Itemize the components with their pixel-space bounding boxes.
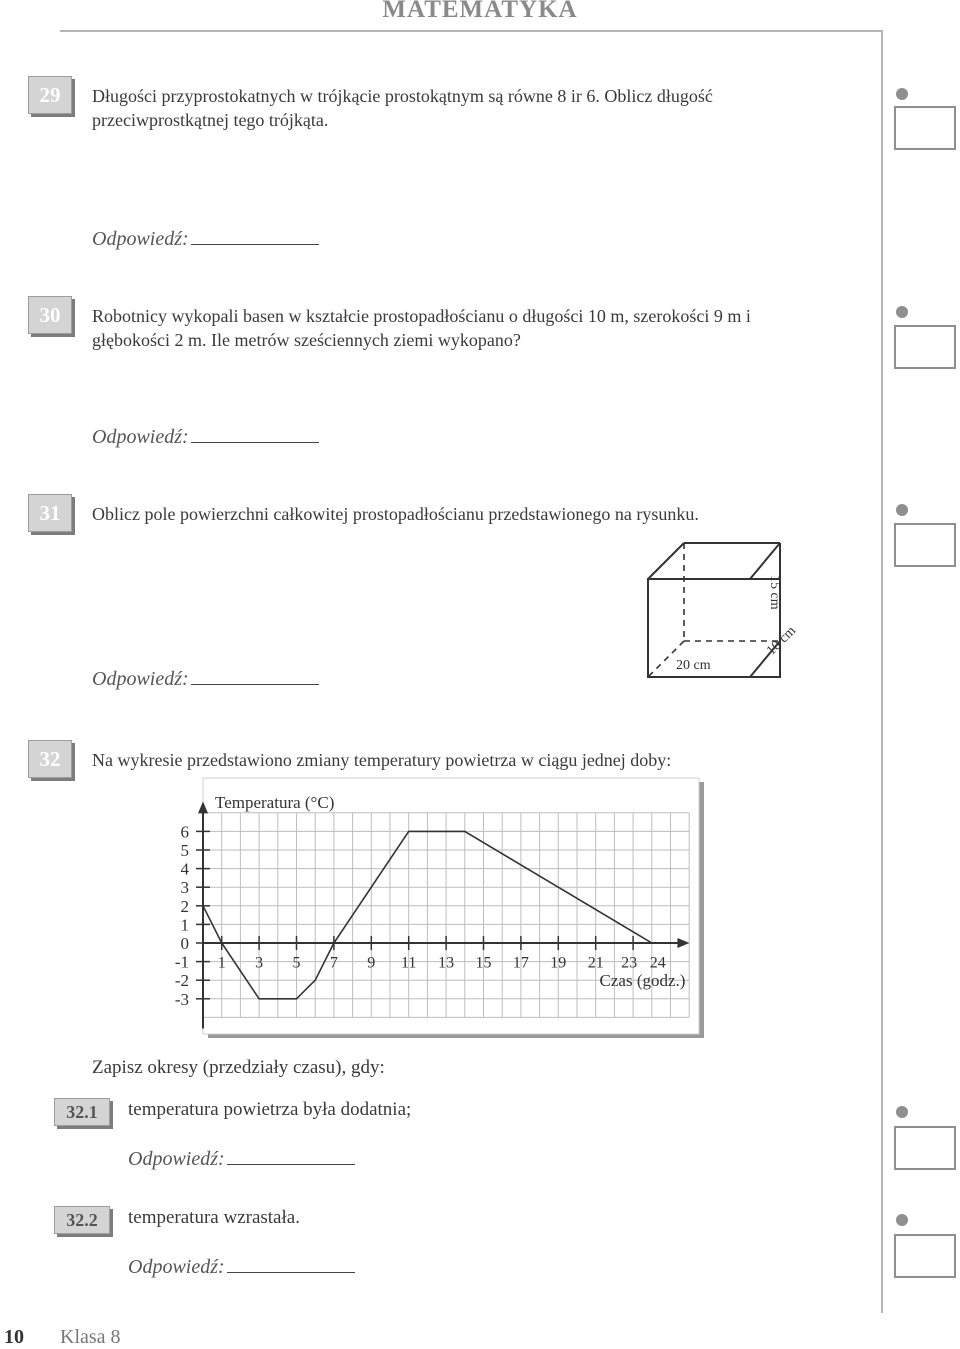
y-axis-title: Temperatura (°C)	[215, 793, 334, 812]
score-box-30[interactable]	[894, 325, 956, 369]
question-number-badge: 32	[28, 740, 72, 778]
question-32-text: Na wykresie przedstawiono zmiany temperatury powietrza w ciągu jednej doby:	[92, 748, 812, 772]
x-tick-label: 21	[588, 955, 604, 972]
x-tick-label: 13	[438, 955, 454, 972]
y-tick-label: 1	[181, 915, 190, 934]
subtask-number-badge: 32.2	[54, 1206, 110, 1234]
y-tick-label: -3	[175, 990, 189, 1009]
y-tick-label: 5	[181, 841, 190, 860]
score-dot-icon	[896, 1106, 908, 1118]
answer-label: Odpowiedź:	[92, 228, 189, 250]
cuboid-right-face	[630, 535, 810, 685]
x-tick-label: 15	[476, 955, 492, 972]
answer-line-32-2[interactable]	[128, 1254, 355, 1279]
temperature-chart-container	[166, 776, 706, 1040]
score-dot-icon	[896, 88, 908, 100]
score-box-32-1[interactable]	[894, 1126, 956, 1170]
answer-blank[interactable]	[191, 424, 319, 443]
question-number-badge: 31	[28, 494, 72, 532]
score-box-31[interactable]	[894, 523, 956, 567]
y-tick-label: 3	[181, 878, 190, 897]
answer-label: Odpowiedź:	[128, 1148, 225, 1170]
answer-label: Odpowiedź:	[92, 668, 189, 690]
question-number-badge: 30	[28, 296, 72, 334]
x-tick-label: 3	[255, 955, 263, 972]
x-axis-title: Czas (godz.)	[600, 971, 686, 990]
cuboid-depth-label: 10 cm	[764, 624, 800, 660]
x-tick-label: 1	[218, 955, 226, 972]
score-dot-icon	[896, 1214, 908, 1226]
cuboid-width-label: 20 cm	[676, 658, 711, 674]
y-tick-label: 4	[181, 860, 190, 879]
page-header-title: MATEMATYKA	[0, 0, 960, 24]
x-tick-label: 11	[401, 955, 416, 972]
question-30-text: Robotnicy wykopali basen w kształcie prostopadłościanu o długości 10 m, szerokości 9 m i głębokości 2 m. Ile metrów sześciennych ziemi wykopano?	[92, 304, 822, 352]
x-tick-label: 5	[293, 955, 301, 972]
answer-line-29[interactable]	[92, 226, 319, 251]
answer-label: Odpowiedź:	[128, 1256, 225, 1278]
answer-line-32-1[interactable]	[128, 1146, 355, 1171]
x-tick-label: 23	[621, 955, 637, 972]
answer-blank[interactable]	[227, 1146, 355, 1165]
answer-line-31[interactable]	[92, 666, 319, 691]
y-tick-label: 2	[181, 897, 190, 916]
score-box-29[interactable]	[894, 106, 956, 150]
temperature-chart	[166, 776, 706, 1040]
footer-class-label: Klasa 8	[60, 1326, 121, 1349]
x-tick-label: 7	[330, 955, 338, 972]
subtask-intro: Zapisz okresy (przedziały czasu), gdy:	[92, 1056, 385, 1080]
score-dot-icon	[896, 306, 908, 318]
answer-blank[interactable]	[227, 1254, 355, 1273]
question-31-text: Oblicz pole powierzchni całkowitej prostopadłościanu przedstawionego na rysunku.	[92, 502, 812, 526]
score-dot-icon	[896, 504, 908, 516]
answer-label: Odpowiedź:	[92, 426, 189, 448]
x-tick-label: 9	[367, 955, 375, 972]
y-tick-label: 0	[181, 934, 190, 953]
y-tick-label: -2	[175, 971, 189, 990]
page-number: 10	[4, 1326, 24, 1349]
answer-line-30[interactable]	[92, 424, 319, 449]
question-number-badge: 29	[28, 76, 72, 114]
subtask-32-1-text: temperatura powietrza była dodatnia;	[128, 1098, 411, 1122]
answer-blank[interactable]	[191, 226, 319, 245]
subtask-number-badge: 32.1	[54, 1098, 110, 1126]
subtask-32-2-text: temperatura wzrastała.	[128, 1206, 300, 1230]
x-tick-label: 19	[550, 955, 566, 972]
x-tick-label: 17	[513, 955, 529, 972]
y-tick-label: 6	[181, 822, 190, 841]
cuboid-height-label: 15 cm	[766, 575, 782, 610]
y-tick-label: -1	[175, 953, 189, 972]
score-box-32-2[interactable]	[894, 1234, 956, 1278]
question-29-text: Długości przyprostokatnych w trójkącie prostokątnym są równe 8 ir 6. Oblicz długość przeciwprostkątnej tego trójkąta.	[92, 84, 792, 132]
x-tick-label: 24	[650, 955, 666, 972]
answer-blank[interactable]	[191, 666, 319, 685]
